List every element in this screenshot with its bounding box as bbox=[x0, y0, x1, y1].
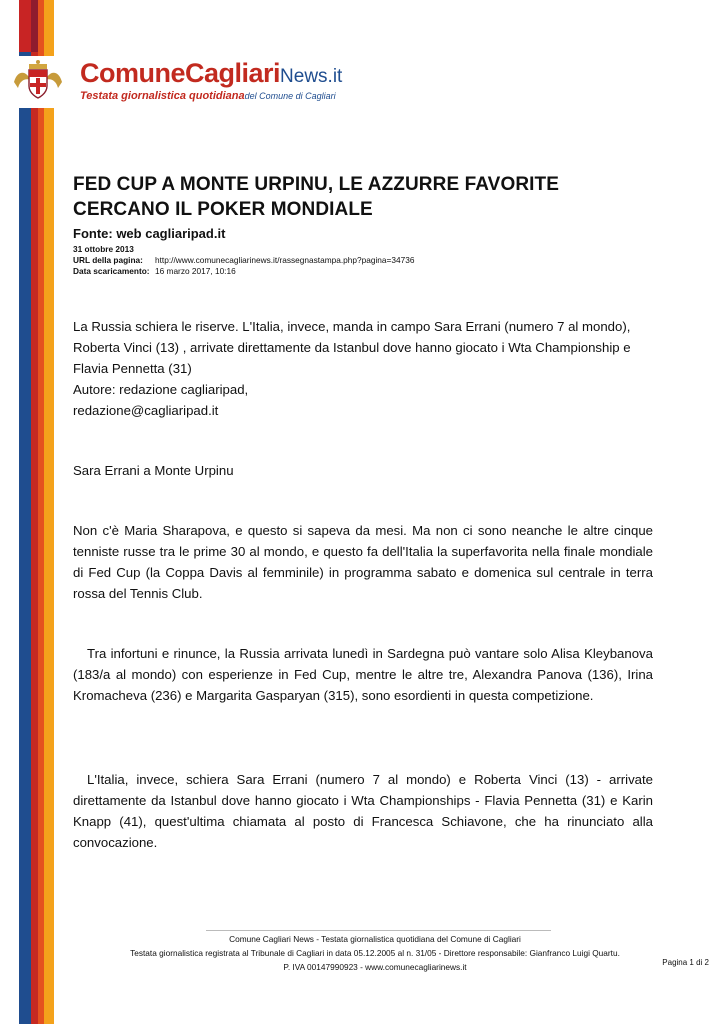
stripe-yellow bbox=[44, 0, 54, 1024]
brand-suffix: News.it bbox=[280, 66, 343, 87]
paragraph-2: Tra infortuni e rinunce, la Russia arrivata lunedì in Sardegna può vantare solo Alisa Kleybanova (183/a al mondo) con esperienze in Fed Cup, mentre le altre tre, Alexandra Panova (136), Irina Kromacheva (236) e Margarita Gasparyan (315), sono esordienti in questa competizione. bbox=[73, 646, 653, 703]
brand-name bbox=[80, 58, 342, 89]
article-date: 31 ottobre 2013 bbox=[73, 244, 134, 254]
article-source: Fonte: web cagliaripad.it bbox=[73, 226, 226, 241]
tagline-main: Testata giornalistica quotidiana bbox=[80, 90, 245, 102]
brand-tagline bbox=[80, 90, 336, 102]
footer-line-1: Comune Cagliari News - Testata giornalistica quotidiana del Comune di Cagliari bbox=[229, 934, 521, 944]
article-title: FED CUP A MONTE URPINU, LE AZZURRE FAVORITE CERCANO IL POKER MONDIALE bbox=[73, 174, 559, 220]
stripe-red bbox=[31, 0, 38, 1024]
url-value: http://www.comunecagliarinews.it/rassegnastampa.php?pagina=34736 bbox=[155, 255, 415, 265]
stripe-blue bbox=[19, 0, 31, 1024]
footer-line-2: Testata giornalistica registrata al Tribunale di Cagliari in data 05.12.2005 al n. 31/05 - Direttore responsabile: Gianfranco Luigi Quartu. bbox=[130, 948, 620, 958]
article-intro bbox=[73, 316, 653, 421]
image-caption: Sara Errani a Monte Urpinu bbox=[73, 463, 234, 478]
side-stripes-top bbox=[19, 0, 54, 52]
url-label: URL della pagina: bbox=[73, 255, 143, 265]
header-logo bbox=[10, 56, 343, 108]
page-footer bbox=[100, 932, 650, 974]
author-line: Autore: redazione cagliaripad, bbox=[73, 382, 249, 397]
tagline-small: del Comune di Cagliari bbox=[244, 91, 336, 101]
paragraph-3: L'Italia, invece, schiera Sara Errani (numero 7 al mondo) e Roberta Vinci (13) - arrivate direttamente da Istanbul dove hanno giocato i Wta Championships - Flavia Pennetta (31) e Karin Knapp (41), quest'ultima chiamata al posto di Francesca Schiavone, che ha rinunciato alla convocazione. bbox=[73, 772, 653, 850]
side-stripes bbox=[19, 0, 54, 1024]
download-value: 16 marzo 2017, 10:16 bbox=[155, 266, 236, 276]
page-number: Pagina 1 di 2 bbox=[662, 958, 709, 967]
download-label: Data scaricamento: bbox=[73, 266, 150, 276]
footer-divider bbox=[206, 930, 551, 931]
article-meta bbox=[73, 244, 653, 277]
footer-line-3: P. IVA 00147990923 - www.comunecagliarinews.it bbox=[283, 962, 467, 972]
paragraph-1: Non c'è Maria Sharapova, e questo si sapeva da mesi. Ma non ci sono neanche le altre cinque tenniste russe tra le prime 30 al mondo, e questo fa dell'Italia la superfavorita nella finale mondiale di Fed Cup (la Coppa Davis al femminile) in programma sabato e domenica sul centrale in terra rossa del Tennis Club. bbox=[73, 523, 653, 601]
brand-main: ComuneCagliari bbox=[80, 58, 281, 88]
author-email: redazione@cagliaripad.it bbox=[73, 403, 219, 418]
crest-icon bbox=[10, 58, 66, 102]
intro-text: La Russia schiera le riserve. L'Italia, invece, manda in campo Sara Errani (numero 7 al mondo), Roberta Vinci (13) , arrivate direttamente da Istanbul dove hanno giocato i Wta Championship e Flavia Pennetta (31) bbox=[73, 319, 631, 376]
